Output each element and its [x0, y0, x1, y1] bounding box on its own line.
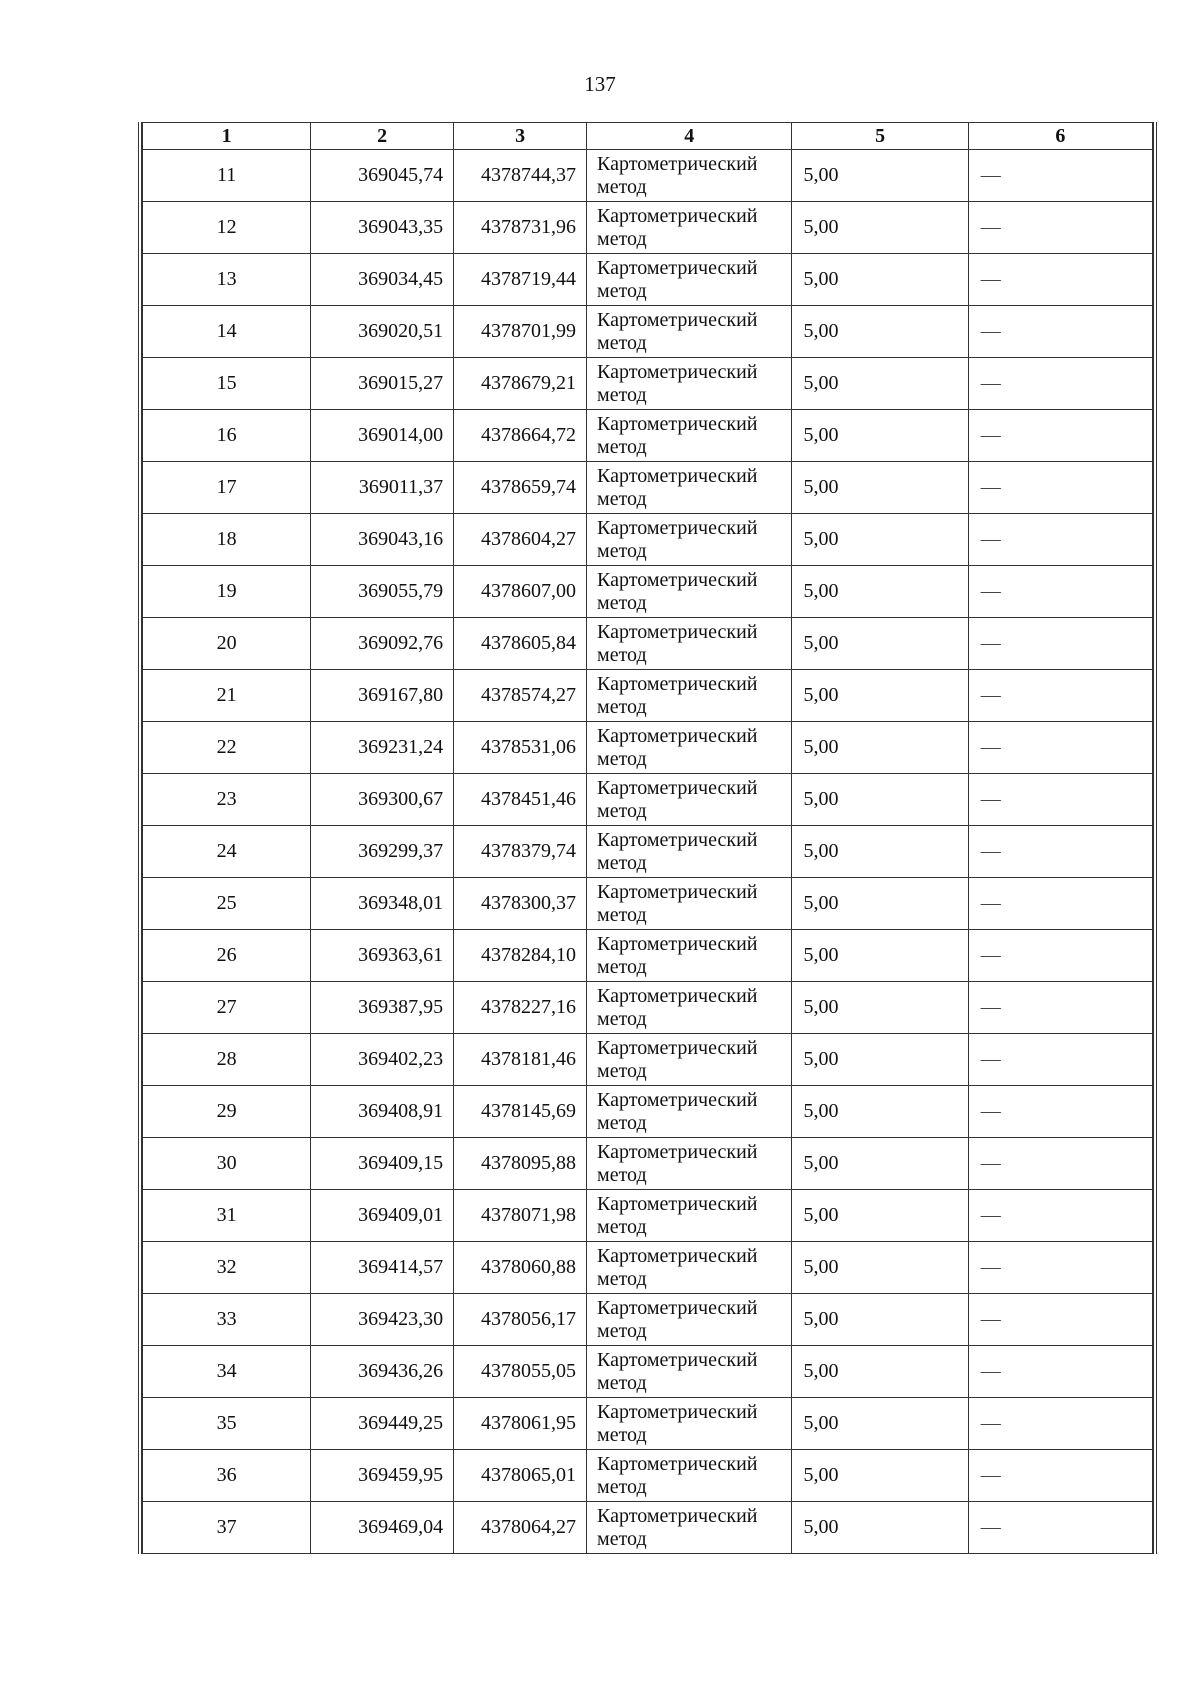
table-row — [143, 358, 1153, 410]
x-coordinate-cell: 369020,51 — [311, 306, 454, 358]
method-cell — [587, 1242, 792, 1294]
method-text-line: метод — [597, 383, 647, 406]
method-cell — [587, 1086, 792, 1138]
point-number-cell: 23 — [143, 774, 311, 826]
method-text-line: Картометрический — [597, 568, 758, 591]
method-text-line: метод — [597, 1527, 647, 1550]
method-cell — [587, 566, 792, 618]
y-coordinate-cell: 4378719,44 — [454, 254, 587, 306]
y-coordinate-cell: 4378744,37 — [454, 150, 587, 202]
method-cell — [587, 254, 792, 306]
point-number-cell: 15 — [143, 358, 311, 410]
note-cell: — — [968, 826, 1152, 878]
y-coordinate-cell: 4378064,27 — [454, 1502, 587, 1554]
x-coordinate-cell: 369409,01 — [311, 1190, 454, 1242]
y-coordinate-cell: 4378701,99 — [454, 306, 587, 358]
accuracy-cell: 5,00 — [792, 306, 968, 358]
y-coordinate-cell: 4378056,17 — [454, 1294, 587, 1346]
note-cell: — — [968, 618, 1152, 670]
header-col-5: 5 — [792, 123, 968, 150]
method-cell — [587, 826, 792, 878]
method-text-line: метод — [597, 227, 647, 250]
table-row — [143, 1034, 1153, 1086]
note-cell: — — [968, 878, 1152, 930]
y-coordinate-cell: 4378055,05 — [454, 1346, 587, 1398]
method-text-line: метод — [597, 539, 647, 562]
accuracy-cell: 5,00 — [792, 878, 968, 930]
x-coordinate-cell: 369469,04 — [311, 1502, 454, 1554]
table-row — [143, 254, 1153, 306]
method-text-line: метод — [597, 435, 647, 458]
method-text-line: Картометрический — [597, 672, 758, 695]
accuracy-cell: 5,00 — [792, 566, 968, 618]
header-col-4: 4 — [587, 123, 792, 150]
x-coordinate-cell: 369402,23 — [311, 1034, 454, 1086]
header-col-1: 1 — [143, 123, 311, 150]
note-cell: — — [968, 150, 1152, 202]
method-text-line: метод — [597, 1423, 647, 1446]
y-coordinate-cell: 4378227,16 — [454, 982, 587, 1034]
note-cell: — — [968, 774, 1152, 826]
method-text-line: Картометрический — [597, 828, 758, 851]
x-coordinate-cell: 369363,61 — [311, 930, 454, 982]
table-row — [143, 982, 1153, 1034]
method-cell — [587, 150, 792, 202]
point-number-cell: 34 — [143, 1346, 311, 1398]
note-cell: — — [968, 1398, 1152, 1450]
accuracy-cell: 5,00 — [792, 1034, 968, 1086]
point-number-cell: 24 — [143, 826, 311, 878]
method-cell — [587, 1346, 792, 1398]
method-text-line: Картометрический — [597, 932, 758, 955]
header-col-6: 6 — [968, 123, 1152, 150]
point-number-cell: 13 — [143, 254, 311, 306]
x-coordinate-cell: 369014,00 — [311, 410, 454, 462]
method-text-line: Картометрический — [597, 308, 758, 331]
accuracy-cell: 5,00 — [792, 254, 968, 306]
point-number-cell: 19 — [143, 566, 311, 618]
accuracy-cell: 5,00 — [792, 826, 968, 878]
table-body — [143, 150, 1153, 1554]
table-row — [143, 618, 1153, 670]
method-text-line: метод — [597, 955, 647, 978]
table-row — [143, 826, 1153, 878]
method-text-line: Картометрический — [597, 204, 758, 227]
method-text-line: Картометрический — [597, 1088, 758, 1111]
method-cell — [587, 618, 792, 670]
accuracy-cell: 5,00 — [792, 774, 968, 826]
y-coordinate-cell: 4378065,01 — [454, 1450, 587, 1502]
method-cell — [587, 1034, 792, 1086]
point-number-cell: 18 — [143, 514, 311, 566]
accuracy-cell: 5,00 — [792, 1502, 968, 1554]
accuracy-cell: 5,00 — [792, 1398, 968, 1450]
method-text-line: Картометрический — [597, 1348, 758, 1371]
accuracy-cell: 5,00 — [792, 1190, 968, 1242]
y-coordinate-cell: 4378604,27 — [454, 514, 587, 566]
table-row — [143, 566, 1153, 618]
accuracy-cell: 5,00 — [792, 410, 968, 462]
method-text-line: метод — [597, 1319, 647, 1342]
y-coordinate-cell: 4378679,21 — [454, 358, 587, 410]
method-text-line: метод — [597, 1007, 647, 1030]
note-cell: — — [968, 514, 1152, 566]
x-coordinate-cell: 369300,67 — [311, 774, 454, 826]
accuracy-cell: 5,00 — [792, 358, 968, 410]
point-number-cell: 25 — [143, 878, 311, 930]
method-text-line: метод — [597, 1371, 647, 1394]
note-cell: — — [968, 1294, 1152, 1346]
method-text-line: Картометрический — [597, 1192, 758, 1215]
method-cell — [587, 774, 792, 826]
x-coordinate-cell: 369408,91 — [311, 1086, 454, 1138]
x-coordinate-cell: 369423,30 — [311, 1294, 454, 1346]
point-number-cell: 20 — [143, 618, 311, 670]
note-cell: — — [968, 1450, 1152, 1502]
y-coordinate-cell: 4378607,00 — [454, 566, 587, 618]
point-number-cell: 21 — [143, 670, 311, 722]
table-row — [143, 150, 1153, 202]
table-row — [143, 1502, 1153, 1554]
accuracy-cell: 5,00 — [792, 1138, 968, 1190]
note-cell: — — [968, 410, 1152, 462]
y-coordinate-cell: 4378531,06 — [454, 722, 587, 774]
method-text-line: метод — [597, 799, 647, 822]
x-coordinate-cell: 369011,37 — [311, 462, 454, 514]
note-cell: — — [968, 930, 1152, 982]
method-cell — [587, 1398, 792, 1450]
y-coordinate-cell: 4378731,96 — [454, 202, 587, 254]
table-row — [143, 410, 1153, 462]
method-text-line: метод — [597, 487, 647, 510]
point-number-cell: 32 — [143, 1242, 311, 1294]
method-text-line: Картометрический — [597, 1244, 758, 1267]
method-text-line: метод — [597, 851, 647, 874]
x-coordinate-cell: 369043,16 — [311, 514, 454, 566]
point-number-cell: 14 — [143, 306, 311, 358]
accuracy-cell: 5,00 — [792, 722, 968, 774]
method-text-line: Картометрический — [597, 776, 758, 799]
accuracy-cell: 5,00 — [792, 150, 968, 202]
y-coordinate-cell: 4378060,88 — [454, 1242, 587, 1294]
method-text-line: Картометрический — [597, 880, 758, 903]
table-row — [143, 514, 1153, 566]
y-coordinate-cell: 4378095,88 — [454, 1138, 587, 1190]
point-number-cell: 37 — [143, 1502, 311, 1554]
accuracy-cell: 5,00 — [792, 514, 968, 566]
header-col-3: 3 — [454, 123, 587, 150]
y-coordinate-cell: 4378300,37 — [454, 878, 587, 930]
point-number-cell: 30 — [143, 1138, 311, 1190]
y-coordinate-cell: 4378284,10 — [454, 930, 587, 982]
x-coordinate-cell: 369409,15 — [311, 1138, 454, 1190]
accuracy-cell: 5,00 — [792, 1086, 968, 1138]
accuracy-cell: 5,00 — [792, 202, 968, 254]
y-coordinate-cell: 4378664,72 — [454, 410, 587, 462]
method-cell — [587, 1502, 792, 1554]
table-row — [143, 1294, 1153, 1346]
method-text-line: Картометрический — [597, 152, 758, 175]
method-text-line: метод — [597, 279, 647, 302]
table-row — [143, 462, 1153, 514]
method-cell — [587, 1138, 792, 1190]
method-cell — [587, 1450, 792, 1502]
point-number-cell: 27 — [143, 982, 311, 1034]
method-text-line: метод — [597, 747, 647, 770]
table-row — [143, 1450, 1153, 1502]
x-coordinate-cell: 369436,26 — [311, 1346, 454, 1398]
method-cell — [587, 358, 792, 410]
method-cell — [587, 982, 792, 1034]
x-coordinate-cell: 369167,80 — [311, 670, 454, 722]
table-row — [143, 1242, 1153, 1294]
method-text-line: Картометрический — [597, 1140, 758, 1163]
method-cell — [587, 514, 792, 566]
note-cell: — — [968, 670, 1152, 722]
note-cell: — — [968, 566, 1152, 618]
x-coordinate-cell: 369092,76 — [311, 618, 454, 670]
method-text-line: метод — [597, 1111, 647, 1134]
y-coordinate-cell: 4378574,27 — [454, 670, 587, 722]
note-cell: — — [968, 306, 1152, 358]
coordinates-table-wrapper — [138, 122, 1157, 1554]
x-coordinate-cell: 369299,37 — [311, 826, 454, 878]
method-cell — [587, 1190, 792, 1242]
method-text-line: метод — [597, 1059, 647, 1082]
method-cell — [587, 930, 792, 982]
method-text-line: метод — [597, 903, 647, 926]
point-number-cell: 31 — [143, 1190, 311, 1242]
page-number: 137 — [584, 72, 616, 96]
accuracy-cell: 5,00 — [792, 670, 968, 722]
note-cell: — — [968, 1242, 1152, 1294]
accuracy-cell: 5,00 — [792, 1242, 968, 1294]
method-text-line: метод — [597, 695, 647, 718]
x-coordinate-cell: 369055,79 — [311, 566, 454, 618]
y-coordinate-cell: 4378451,46 — [454, 774, 587, 826]
method-text-line: Картометрический — [597, 620, 758, 643]
y-coordinate-cell: 4378659,74 — [454, 462, 587, 514]
x-coordinate-cell: 369348,01 — [311, 878, 454, 930]
table-row — [143, 1086, 1153, 1138]
note-cell: — — [968, 982, 1152, 1034]
note-cell: — — [968, 202, 1152, 254]
x-coordinate-cell: 369043,35 — [311, 202, 454, 254]
table-row — [143, 774, 1153, 826]
x-coordinate-cell: 369387,95 — [311, 982, 454, 1034]
accuracy-cell: 5,00 — [792, 618, 968, 670]
method-text-line: Картометрический — [597, 412, 758, 435]
method-text-line: Картометрический — [597, 1452, 758, 1475]
method-cell — [587, 462, 792, 514]
x-coordinate-cell: 369015,27 — [311, 358, 454, 410]
table-row — [143, 306, 1153, 358]
x-coordinate-cell: 369449,25 — [311, 1398, 454, 1450]
x-coordinate-cell: 369414,57 — [311, 1242, 454, 1294]
x-coordinate-cell: 369459,95 — [311, 1450, 454, 1502]
method-text-line: Картометрический — [597, 1296, 758, 1319]
point-number-cell: 16 — [143, 410, 311, 462]
y-coordinate-cell: 4378071,98 — [454, 1190, 587, 1242]
note-cell: — — [968, 1502, 1152, 1554]
note-cell: — — [968, 1190, 1152, 1242]
method-text-line: Картометрический — [597, 984, 758, 1007]
point-number-cell: 11 — [143, 150, 311, 202]
method-text-line: метод — [597, 1267, 647, 1290]
table-row — [143, 1138, 1153, 1190]
method-text-line: Картометрический — [597, 724, 758, 747]
y-coordinate-cell: 4378605,84 — [454, 618, 587, 670]
point-number-cell: 12 — [143, 202, 311, 254]
method-text-line: метод — [597, 331, 647, 354]
accuracy-cell: 5,00 — [792, 1450, 968, 1502]
method-cell — [587, 202, 792, 254]
table-row — [143, 722, 1153, 774]
note-cell: — — [968, 722, 1152, 774]
table-row — [143, 1190, 1153, 1242]
accuracy-cell: 5,00 — [792, 1294, 968, 1346]
table-row — [143, 1346, 1153, 1398]
method-text-line: метод — [597, 591, 647, 614]
method-text-line: Картометрический — [597, 1504, 758, 1527]
point-number-cell: 29 — [143, 1086, 311, 1138]
method-cell — [587, 306, 792, 358]
method-cell — [587, 878, 792, 930]
point-number-cell: 28 — [143, 1034, 311, 1086]
point-number-cell: 33 — [143, 1294, 311, 1346]
method-text-line: Картометрический — [597, 464, 758, 487]
y-coordinate-cell: 4378181,46 — [454, 1034, 587, 1086]
method-text-line: метод — [597, 1215, 647, 1238]
note-cell: — — [968, 1138, 1152, 1190]
table-row — [143, 1398, 1153, 1450]
method-cell — [587, 1294, 792, 1346]
note-cell: — — [968, 1086, 1152, 1138]
point-number-cell: 36 — [143, 1450, 311, 1502]
coordinates-table — [142, 122, 1153, 1554]
method-text-line: метод — [597, 1475, 647, 1498]
method-text-line: Картометрический — [597, 256, 758, 279]
point-number-cell: 17 — [143, 462, 311, 514]
note-cell: — — [968, 1034, 1152, 1086]
note-cell: — — [968, 1346, 1152, 1398]
x-coordinate-cell: 369045,74 — [311, 150, 454, 202]
point-number-cell: 26 — [143, 930, 311, 982]
accuracy-cell: 5,00 — [792, 1346, 968, 1398]
x-coordinate-cell: 369034,45 — [311, 254, 454, 306]
method-text-line: Картометрический — [597, 360, 758, 383]
accuracy-cell: 5,00 — [792, 462, 968, 514]
method-text-line: метод — [597, 643, 647, 666]
y-coordinate-cell: 4378145,69 — [454, 1086, 587, 1138]
table-row — [143, 670, 1153, 722]
method-text-line: Картометрический — [597, 516, 758, 539]
y-coordinate-cell: 4378379,74 — [454, 826, 587, 878]
method-text-line: Картометрический — [597, 1036, 758, 1059]
point-number-cell: 35 — [143, 1398, 311, 1450]
table-row — [143, 878, 1153, 930]
method-text-line: метод — [597, 1163, 647, 1186]
method-cell — [587, 670, 792, 722]
y-coordinate-cell: 4378061,95 — [454, 1398, 587, 1450]
table-header-row — [143, 123, 1153, 150]
accuracy-cell: 5,00 — [792, 982, 968, 1034]
method-text-line: Картометрический — [597, 1400, 758, 1423]
header-col-2: 2 — [311, 123, 454, 150]
x-coordinate-cell: 369231,24 — [311, 722, 454, 774]
method-text-line: метод — [597, 175, 647, 198]
note-cell: — — [968, 358, 1152, 410]
accuracy-cell: 5,00 — [792, 930, 968, 982]
method-cell — [587, 410, 792, 462]
method-cell — [587, 722, 792, 774]
note-cell: — — [968, 254, 1152, 306]
note-cell: — — [968, 462, 1152, 514]
table-row — [143, 930, 1153, 982]
table-row — [143, 202, 1153, 254]
point-number-cell: 22 — [143, 722, 311, 774]
